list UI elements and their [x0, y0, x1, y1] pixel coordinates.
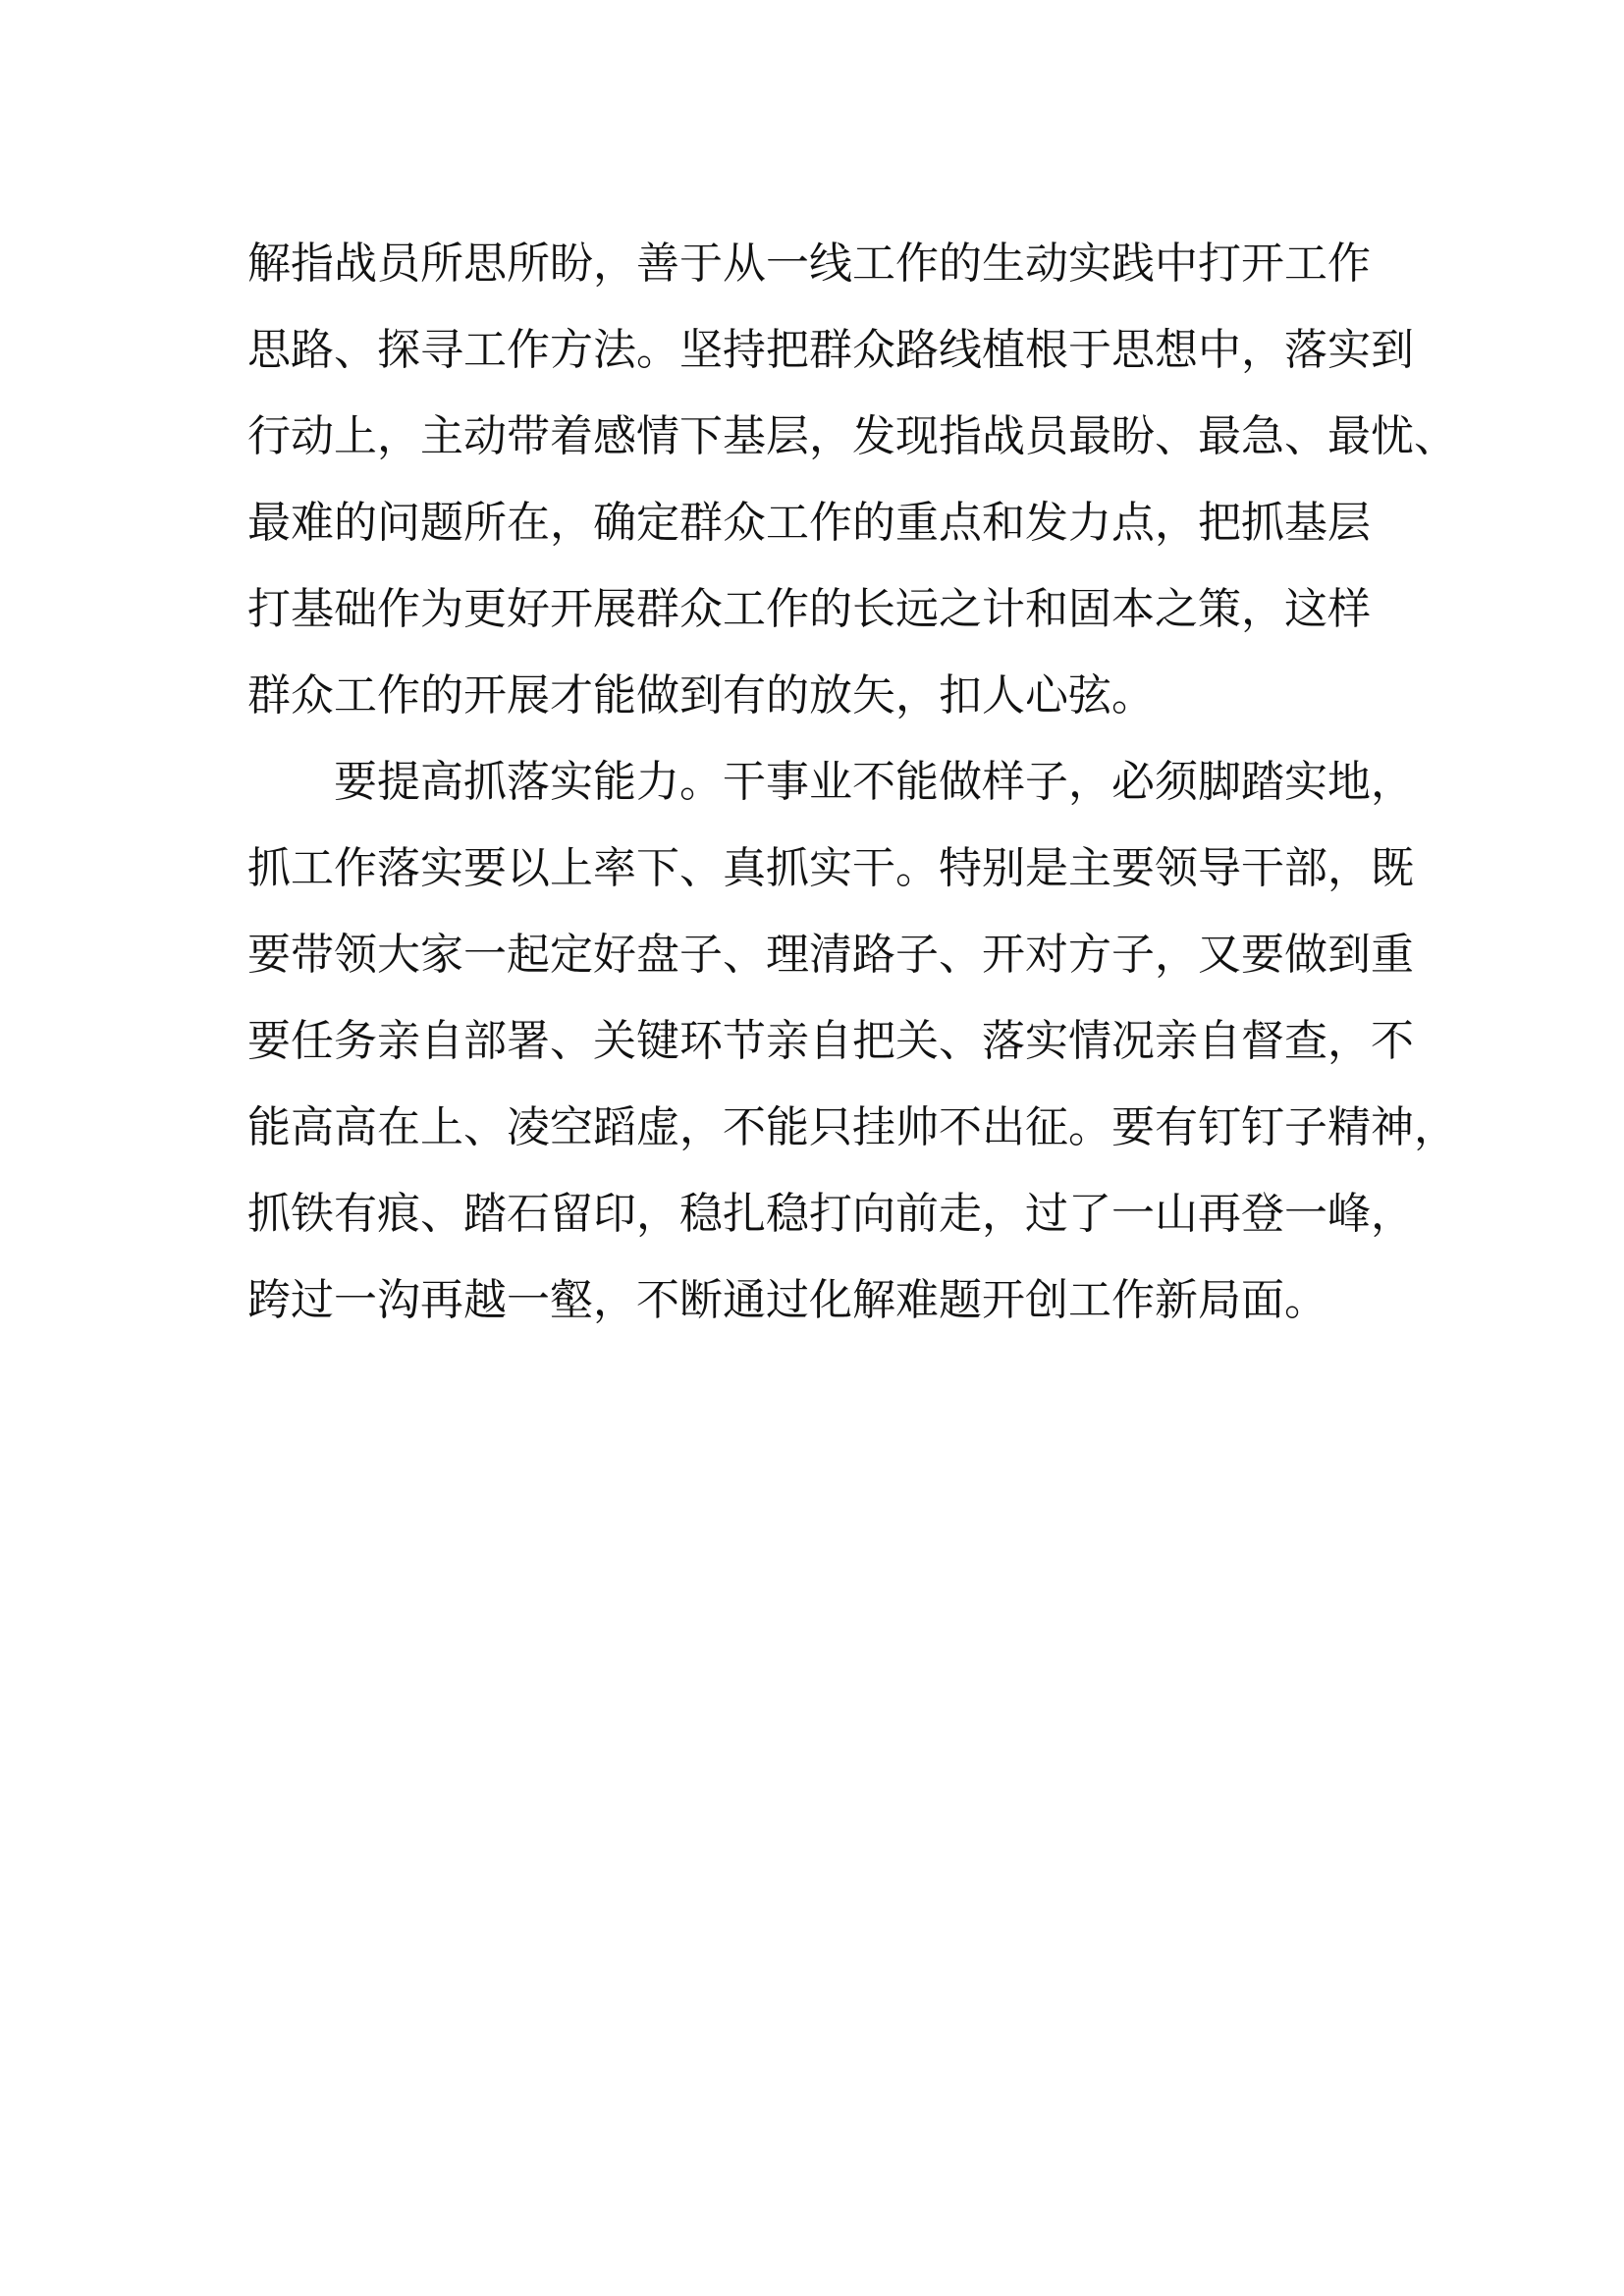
text-line: 抓工作落实要以上率下、真抓实干。特别是主要领导干部，既	[247, 843, 1414, 893]
text-line: 思路、探寻工作方法。坚持把群众路线植根于思想中，落实到	[247, 325, 1414, 375]
text-line: 跨过一沟再越一壑，不断通过化解难题开创工作新局面。	[247, 1275, 1327, 1325]
text-line: 要提高抓落实能力。干事业不能做样子，必须脚踏实地，	[334, 757, 1414, 807]
text-line: 打基础作为更好开展群众工作的长远之计和固本之策，这样	[247, 584, 1371, 634]
paragraph-1	[247, 221, 1457, 739]
text-line: 最难的问题所在，确定群众工作的重点和发力点，把抓基层	[247, 498, 1371, 548]
text-line: 抓铁有痕、踏石留印，稳扎稳打向前走，过了一山再登一峰，	[247, 1189, 1414, 1239]
text-line: 解指战员所思所盼，善于从一线工作的生动实践中打开工作	[247, 239, 1371, 289]
text-line: 能高高在上、凌空蹈虚，不能只挂帅不出征。要有钉钉子精神，	[247, 1102, 1457, 1152]
text-line: 行动上，主动带着感情下基层，发现指战员最盼、最急、最忧、	[247, 411, 1457, 461]
text-line: 要任务亲自部署、关键环节亲自把关、落实情况亲自督查，不	[247, 1016, 1414, 1066]
text-line: 要带领大家一起定好盘子、理清路子、开对方子，又要做到重	[247, 930, 1414, 980]
paragraph-2	[247, 739, 1457, 1344]
text-line: 群众工作的开展才能做到有的放矢，扣人心弦。	[247, 670, 1155, 721]
body-text	[247, 221, 1457, 1344]
